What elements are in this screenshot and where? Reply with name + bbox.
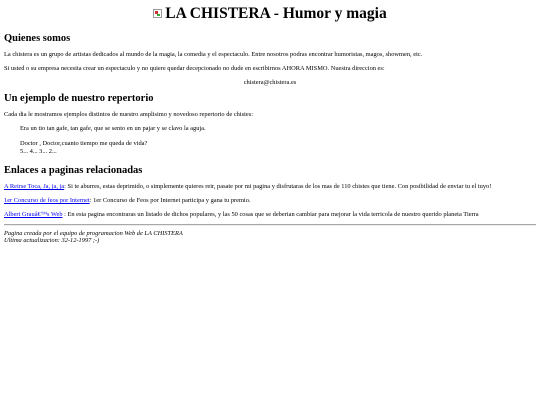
link-albert-grau[interactable]: Albert Grauâ€™s Web — [4, 211, 63, 218]
contact-email: chistera@chistera.es — [243, 79, 297, 86]
footer — [4, 230, 536, 244]
footer-last-updated: Ultima actualizacion: 32-12-1997 ;-) — [4, 237, 100, 244]
link-item — [4, 183, 536, 191]
section-heading-enlaces: Enlaces a paginas relacionadas — [4, 165, 143, 176]
joke-2-line-1: Doctor , Doctor,cuanto tiempo me queda de vida? — [20, 140, 148, 147]
broken-image-icon — [153, 9, 162, 18]
about-paragraph: La chistera es un grupo de artistas dedicados al mundo de la magia, la comedia y el espectaculo. Entre nosotros podras encontrar humoristas, magos, showmen, etc. — [4, 51, 423, 58]
link-item — [4, 211, 536, 219]
link-item — [4, 197, 536, 205]
link-description: : 1er Concurso de Feos por Internet participa y gana tu premio. — [89, 197, 251, 204]
link-a-reirse-toca[interactable]: A Reirse Toca, Ja, ja, ja — [4, 183, 65, 190]
link-description: : En esta pagina encontraras un listado de dichos populares, y las 50 cosas que se deberian cambiar para mejorar la vida terricola de nuestro querido planeta Tierra — [62, 211, 479, 218]
page-content — [4, 0, 536, 244]
joke-2-line-2: 5... 4... 3... 2... — [20, 148, 57, 155]
link-description: : Si te aburres, estas deprimido, o simplemente quieres reir, pasate por mi pagina y disfrutaras de los mas de 110 chistes que tiene. Con posibilidad de enviar tu el tuyo! — [64, 183, 492, 190]
section-heading-repertorio: Un ejemplo de nuestro repertorio — [4, 93, 154, 104]
link-concurso-feos[interactable]: 1er Concurso de feos por Internet — [4, 197, 90, 204]
section-heading-quienes-somos: Quienes somos — [4, 33, 71, 44]
page-title-text: LA CHISTERA - Humor y magia — [165, 5, 387, 22]
contact-paragraph: Si usted o su empresa necesita crear un espectaculo y no quiere quedar decepcionado no dude en escribirnos AHORA MISMO. Nuestra direccion es: — [4, 65, 385, 72]
footer-divider — [4, 224, 536, 226]
repertorio-intro: Cada dia le mostramos ejemplos distintos de nuestro amplisimo y novedoso repertorio de chistes: — [4, 111, 254, 118]
joke-1: Era un tio tan gafe, tan gafe, que se sento en un pajar y se clavo la aguja. — [20, 125, 206, 132]
footer-credit: Pagina creada por el equipo de programacion Web de LA CHISTERA — [4, 230, 183, 237]
page-title — [4, 5, 536, 22]
